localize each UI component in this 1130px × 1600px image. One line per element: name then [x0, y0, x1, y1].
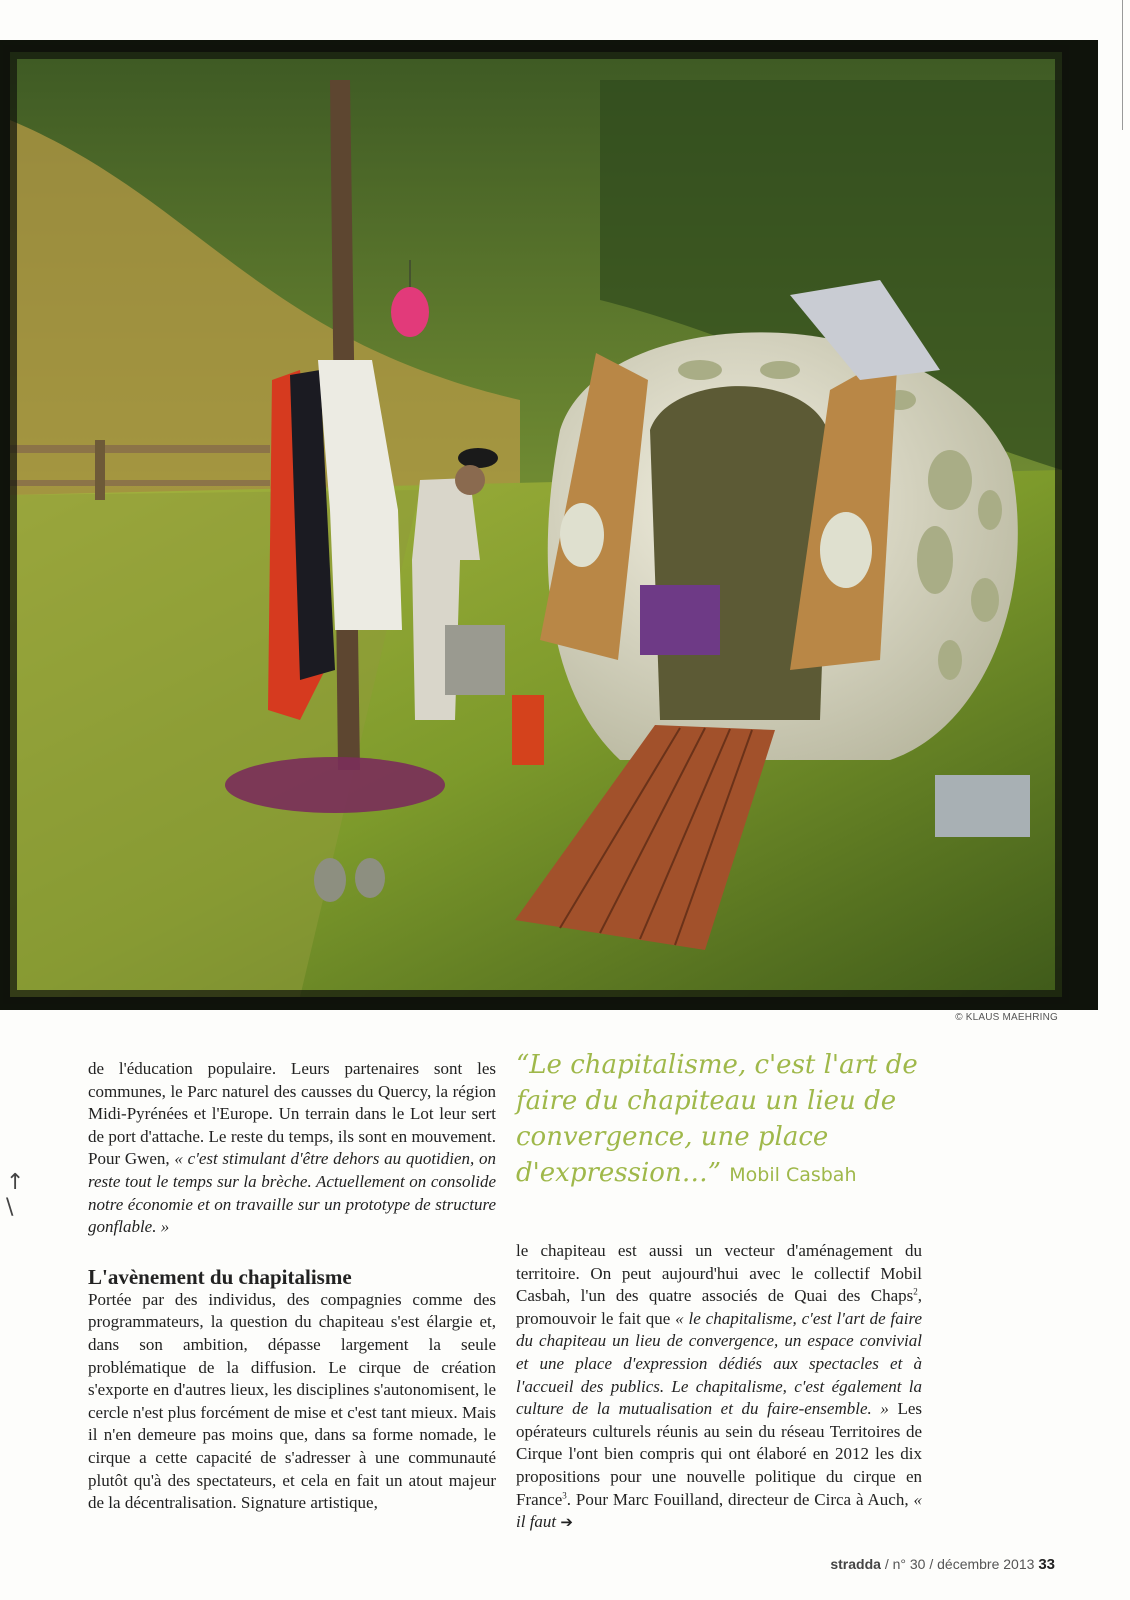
issue-info: / n° 30 / décembre 2013 [884, 1556, 1035, 1572]
left-paragraph-1 [88, 1058, 496, 1239]
footnote-ref-3: 3 [562, 1489, 567, 1500]
fouilland-quote-start: « il faut [516, 1489, 922, 1532]
left-column [88, 1058, 496, 1515]
photo-credit: © KLAUS MAEHRING [955, 1012, 1058, 1023]
mobil-casbah-quote: « le chapitalisme, c'est l'art de faire du chapiteau un lieu de convergence, un espace convivial et une place d'expression dédiés aux spectacles et à l'accueil des publics. Le chapitalisme, c'est également la culture de la mutualisation et du faire-ensemble. » [516, 1308, 922, 1419]
right-paragraph [516, 1240, 922, 1534]
right-text-2: , promouvoir le fait que [516, 1286, 922, 1328]
section-heading: L'avènement du chapitalisme [88, 1264, 352, 1289]
pull-quote [516, 1047, 936, 1193]
left-paragraph-1-text: de l'éducation populaire. Leurs partenaires sont les communes, le Parc naturel des causses du Quercy, la région Midi-Pyrénées et l'Europe. Un terrain dans le Lot leur sert de port d'attache. Le reste du temps, ils sont en mouvement. Pour Gwen, [88, 1059, 496, 1169]
continue-arrow-icon: ➔ [560, 1513, 573, 1532]
photo-illustration [0, 40, 1098, 1010]
pull-quote-text: “Le chapitalisme, c'est l'art de faire du chapiteau un lieu de convergence, une place d'expression…” [516, 1050, 918, 1188]
right-text-4: . Pour Marc Fouilland, directeur de Circa à Auch, [566, 1489, 914, 1509]
margin-annotation: ↑ \ [6, 1170, 25, 1220]
right-text-1: le chapiteau est aussi un vecteur d'aménagement du territoire. On peut aujourd'hui avec le collectif Mobil Casbah, l'un des quatre associés de Quai des Chaps [516, 1241, 922, 1306]
right-column [516, 1240, 922, 1534]
photo [0, 40, 1098, 1010]
left-paragraph-2: Portée par des individus, des compagnies comme des programmateurs, la question du chapiteau s'est élargie et, dans son ambition, dépasse largement la seule problématique de la diffusion. Le cirque de création s'exporte en d'autres lieux, les disciplines s'autonomisent, le cercle n'est plus forcément de mise et c'est tant mieux. Mais il n'en demeure pas moins que, dans sa forme nomade, le cirque a cette capacité de s'adresser à une communauté plutôt qu'à des spectateurs, et cela en fait un atout majeur de la décentralisation. Signature artistique, [88, 1289, 496, 1513]
page-number: 33 [1038, 1556, 1055, 1573]
footnote-ref-2: 2 [913, 1286, 918, 1297]
magazine-brand: stradda [830, 1556, 881, 1572]
page-footer [830, 1556, 1055, 1573]
gwen-quote: « c'est stimulant d'être dehors au quotidien, on reste tout le temps sur la brèche. Actuellement on consolide notre économie et on travaille sur un prototype de structure gonflable. » [88, 1149, 497, 1237]
page-edge-line [1122, 0, 1123, 130]
pull-quote-source: Mobil Casbah [729, 1164, 857, 1186]
right-text-3: Les opérateurs culturels réunis au sein du réseau Territoires de Cirque l'ont bien compris qui ont élaboré en 2012 les dix propositions pour une nouvelle politique du cirque en France [516, 1399, 922, 1509]
